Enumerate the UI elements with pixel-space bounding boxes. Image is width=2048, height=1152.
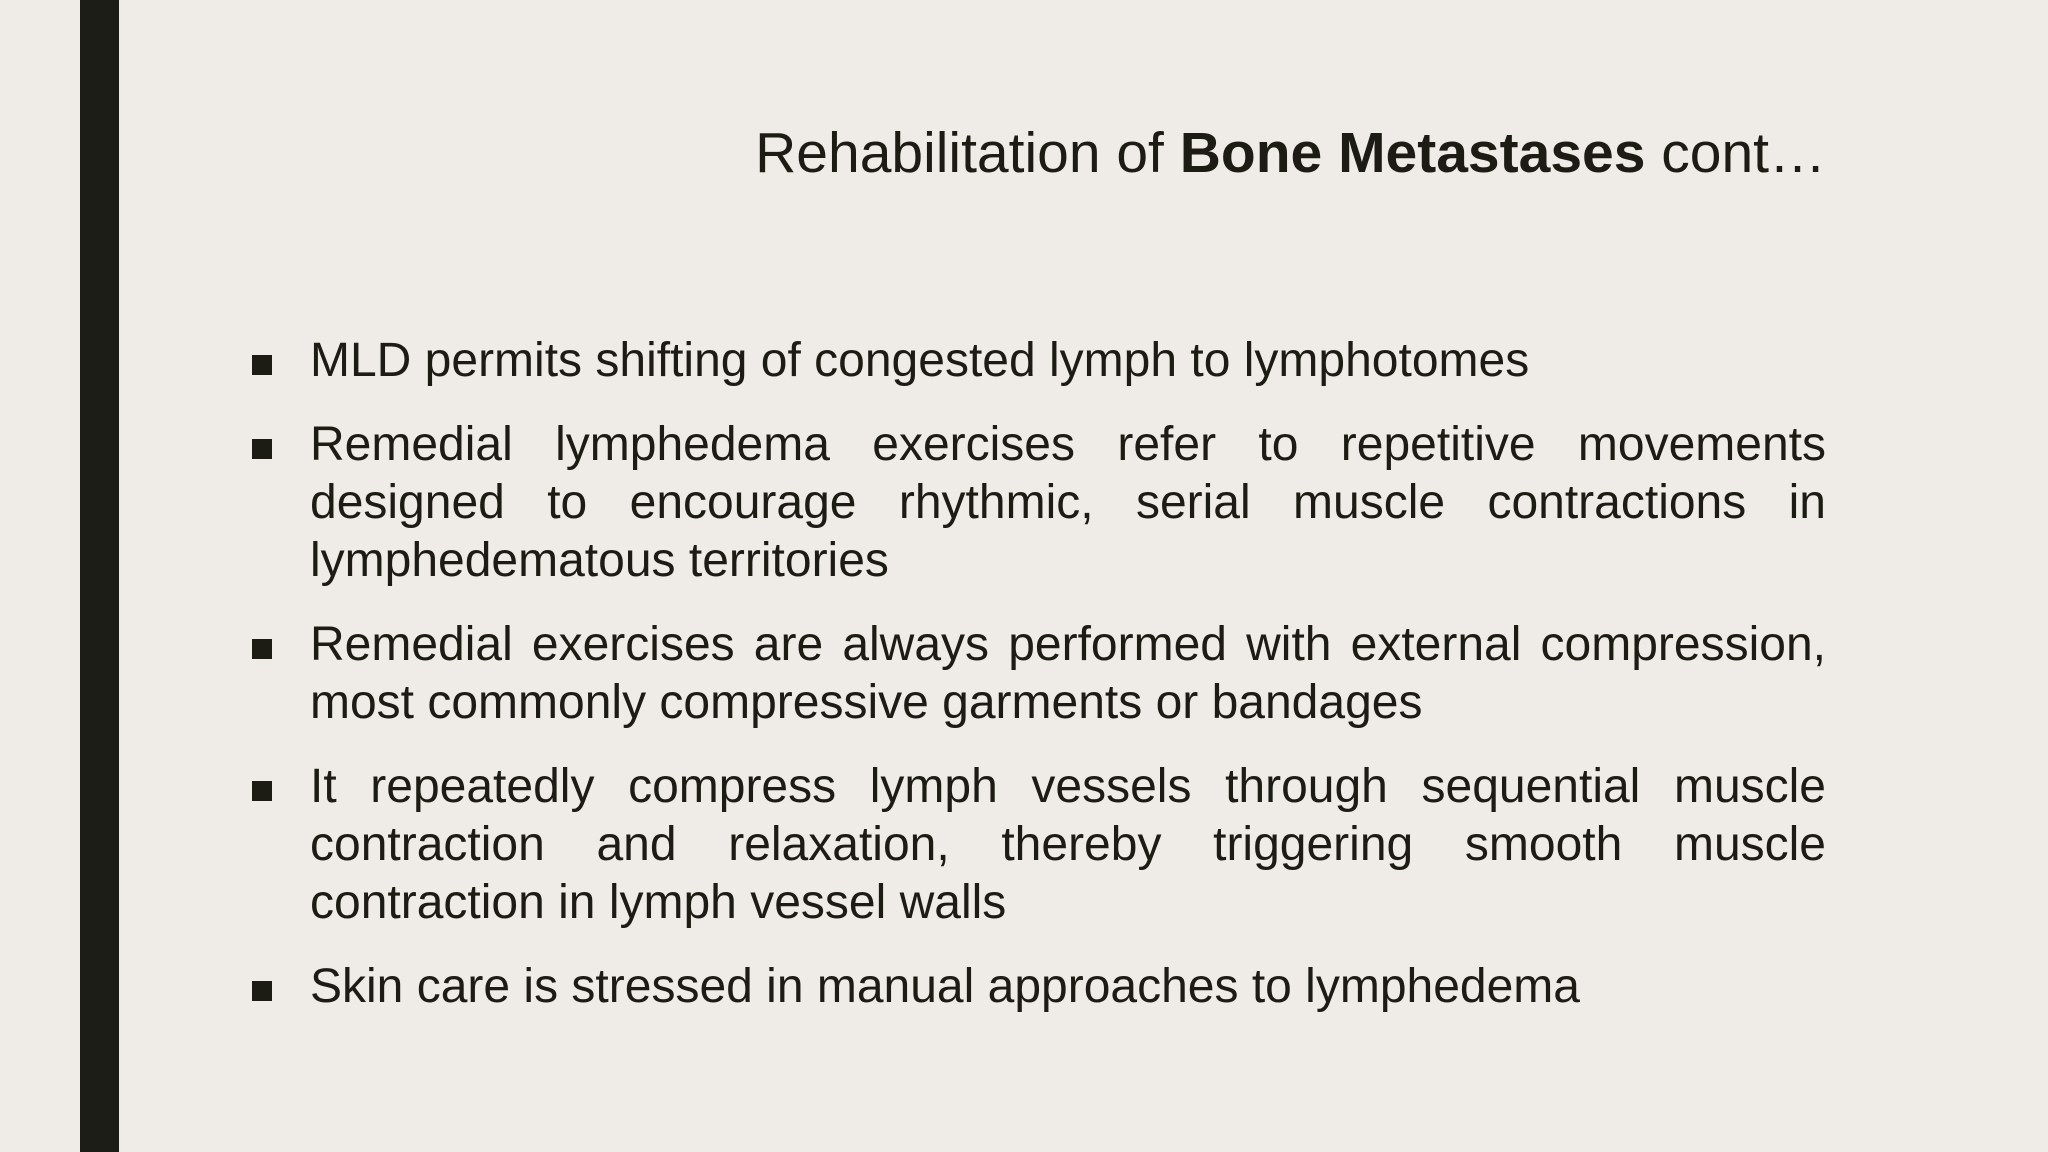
- square-bullet-icon: [252, 355, 272, 375]
- title-prefix: Rehabilitation of: [755, 121, 1180, 185]
- bullet-text: Skin care is stressed in manual approaches to lymphedema: [310, 960, 1580, 1013]
- bullet-item: [244, 958, 1826, 1016]
- bullet-item: [244, 758, 1826, 932]
- bullet-item: [244, 332, 1826, 390]
- bullet-text: It repeatedly compress lymph vessels through sequential muscle contraction and relaxation, thereby triggering smooth muscle contraction in lymph vessel walls: [310, 760, 1826, 929]
- title-emphasis: Bone Metastases: [1179, 121, 1646, 185]
- square-bullet-icon: [252, 639, 272, 659]
- title-suffix: cont…: [1645, 121, 1826, 185]
- bullet-text: Remedial exercises are always performed with external compression, most commonly compressive garments or bandages: [310, 618, 1826, 729]
- accent-bar: [80, 0, 119, 1152]
- bullet-item: [244, 616, 1826, 732]
- bullet-text: MLD permits shifting of congested lymph to lymphotomes: [310, 334, 1530, 387]
- bullet-list: [244, 332, 1826, 1042]
- square-bullet-icon: [252, 439, 272, 459]
- square-bullet-icon: [252, 981, 272, 1001]
- bullet-item: [244, 416, 1826, 590]
- bullet-text: Remedial lymphedema exercises refer to repetitive movements designed to encourage rhythmic, serial muscle contractions in lymphedematous territories: [310, 418, 1826, 587]
- square-bullet-icon: [252, 781, 272, 801]
- slide-title: [300, 118, 1826, 188]
